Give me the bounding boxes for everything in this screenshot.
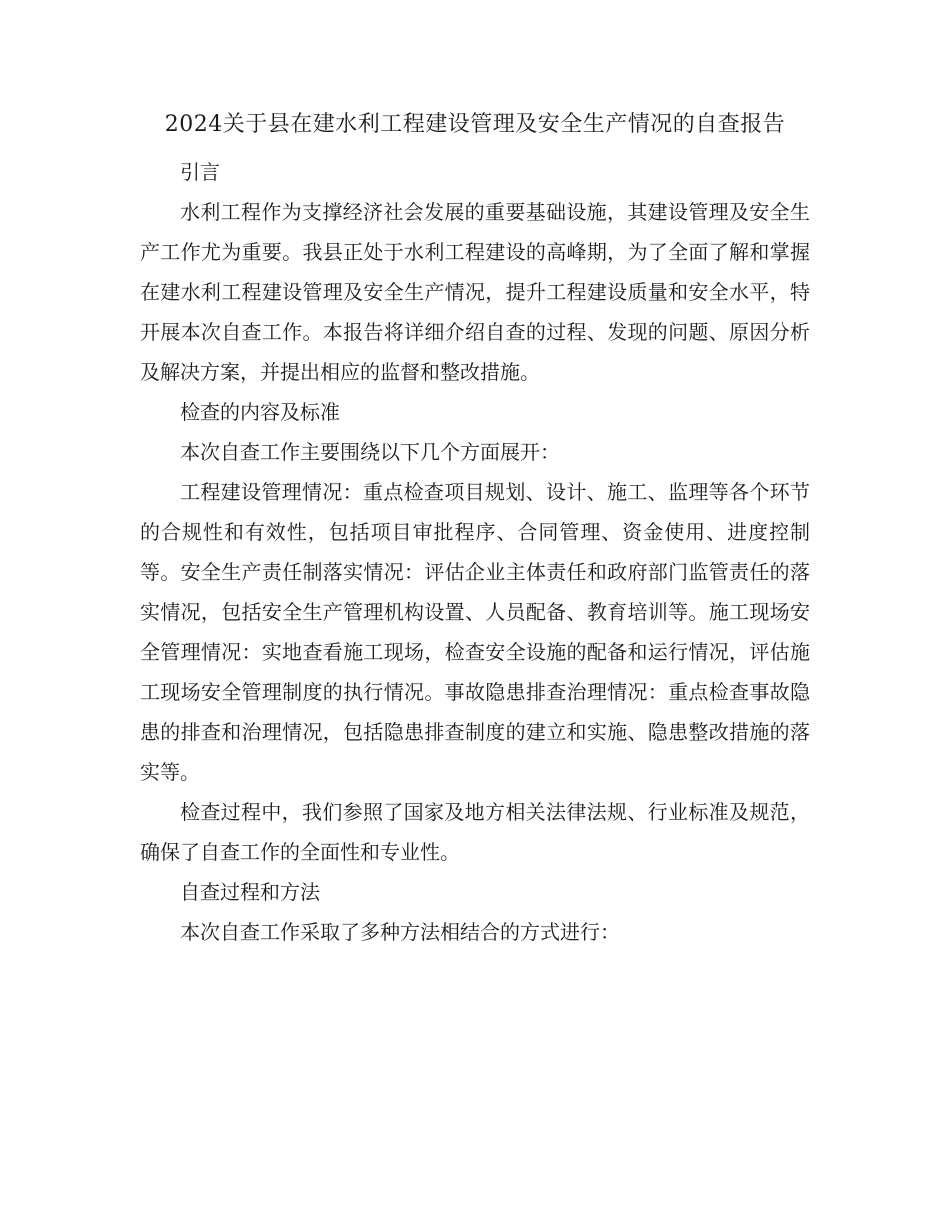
document-title: 2024关于县在建水利工程建设管理及安全生产情况的自查报告 — [164, 112, 786, 137]
document-body — [140, 102, 810, 952]
section-heading-introduction: 引言 — [180, 160, 220, 184]
paragraph: 检查过程中，我们参照了国家及地方相关法律法规、行业标准及规范，确保了自查工作的全面性和专业性。 — [140, 800, 810, 864]
paragraph: 水利工程作为支撑经济社会发展的重要基础设施，其建设管理及安全生产工作尤为重要。我县正处于水利工程建设的高峰期，为了全面了解和掌握在建水利工程建设管理及安全生产情况，提升工程建设质量和安全水平，特开展本次自查工作。本报告将详细介绍自查的过程、发现的问题、原因分析及解决方案，并提出相应的监督和整改措施。 — [140, 200, 810, 384]
section-heading-process-methods: 自查过程和方法 — [180, 880, 320, 904]
paragraph: 工程建设管理情况：重点检查项目规划、设计、施工、监理等各个环节的合规性和有效性，包括项目审批程序、合同管理、资金使用、进度控制等。安全生产责任制落实情况：评估企业主体责任和政府部门监管责任的落实情况，包括安全生产管理机构设置、人员配备、教育培训等。施工现场安全管理情况：实地查看施工现场，检查安全设施的配备和运行情况，评估施工现场安全管理制度的执行情况。事故隐患排查治理情况：重点检查事故隐患的排查和治理情况，包括隐患排查制度的建立和实施、隐患整改措施的落实等。 — [140, 480, 810, 784]
section-heading-inspection-content: 检查的内容及标准 — [180, 400, 340, 424]
paragraph: 本次自查工作主要围绕以下几个方面展开： — [180, 440, 560, 464]
paragraph: 本次自查工作采取了多种方法相结合的方式进行： — [180, 920, 620, 944]
